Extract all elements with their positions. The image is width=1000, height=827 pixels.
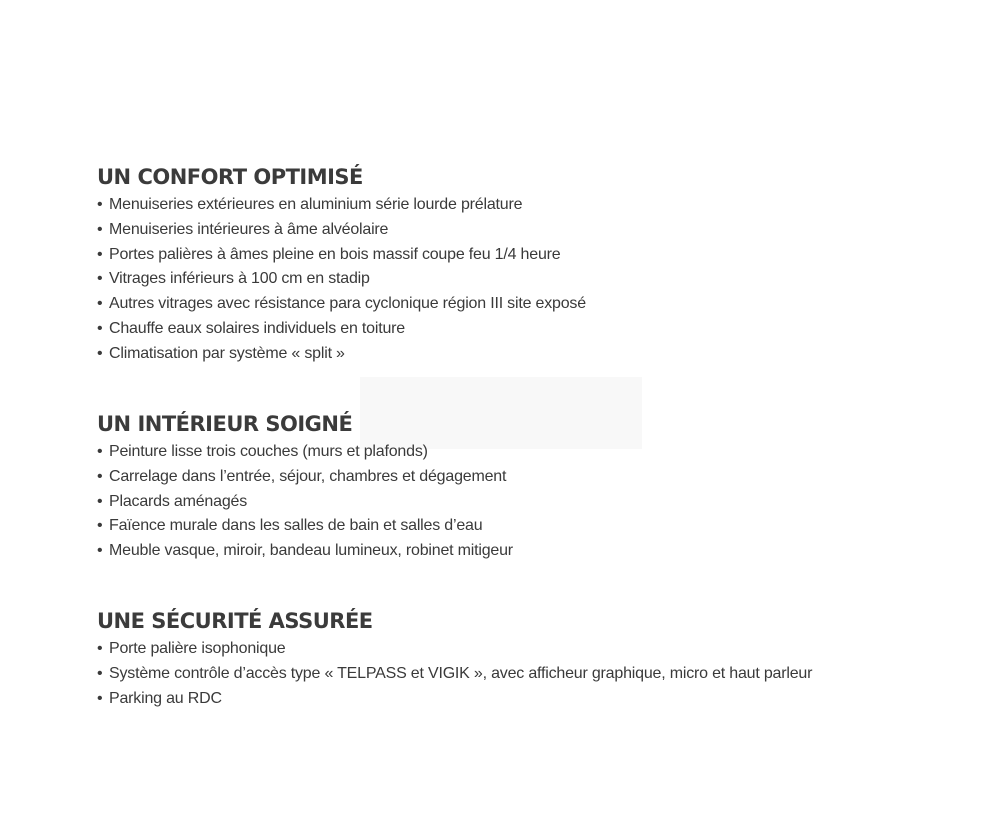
section-title: UNE SÉCURITÉ ASSURÉE (97, 609, 373, 633)
section-interieur (97, 411, 957, 564)
list-item: • Peinture lisse trois couches (murs et plafonds) (97, 443, 428, 460)
feature-list (97, 440, 957, 564)
list-item: • Menuiseries extérieures en aluminium série lourde prélature (97, 196, 523, 213)
section-confort (97, 164, 957, 367)
list-item: • Climatisation par système « split » (97, 344, 345, 362)
list-item: • Placards aménagés (97, 492, 248, 510)
list-item: • Carrelage dans l’entrée, séjour, chambres et dégagement (97, 467, 507, 485)
feature-list (97, 193, 957, 367)
list-item: • Faïence murale dans les salles de bain et salles d’eau (97, 517, 483, 535)
list-item: • Chauffe eaux solaires individuels en toiture (97, 319, 405, 337)
list-item: • Portes palières à âmes pleine en bois massif coupe feu 1/4 heure (97, 245, 561, 263)
list-item: • Système contrôle d’accès type « TELPASS et VIGIK », avec afficheur graphique, micro et haut parleur (97, 664, 813, 682)
list-item: • Autres vitrages avec résistance para cyclonique région III site exposé (97, 295, 586, 313)
section-title: UN INTÉRIEUR SOIGNÉ (97, 412, 353, 436)
list-item: • Menuiseries intérieures à âme alvéolaire (97, 220, 389, 238)
list-item: • Parking au RDC (97, 689, 222, 707)
feature-list (97, 637, 957, 711)
list-item: • Meuble vasque, miroir, bandeau lumineux, robinet mitigeur (97, 542, 513, 560)
section-securite (97, 608, 957, 711)
section-title: UN CONFORT OPTIMISÉ (97, 165, 363, 189)
list-item: • Vitrages inférieurs à 100 cm en stadip (97, 270, 370, 288)
list-item: • Porte palière isophonique (97, 640, 286, 657)
